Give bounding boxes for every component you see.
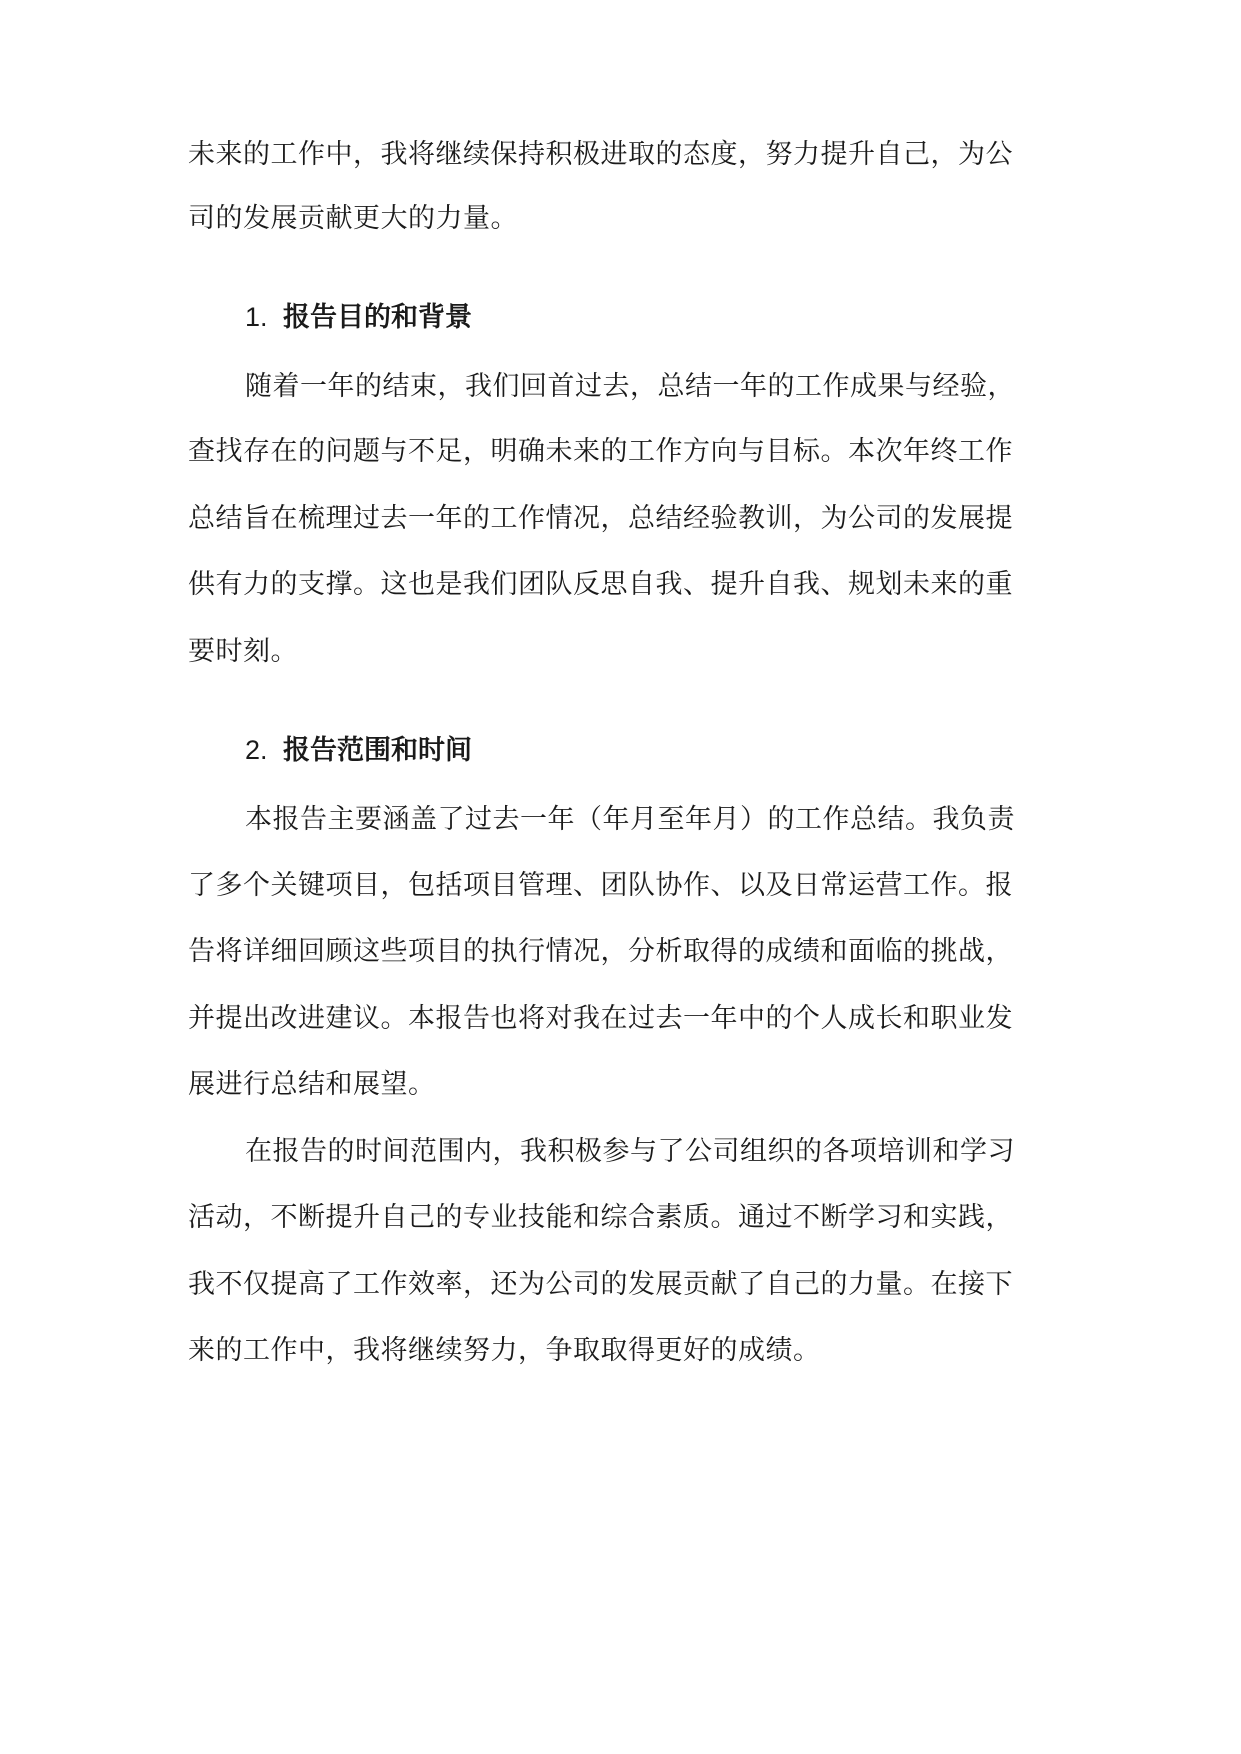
section-1-line-5: 要时刻。 [188, 636, 298, 667]
section-2-p1-line-2: 了多个关键项目，包括项目管理、团队协作、以及日常运营工作。报 [188, 870, 1013, 901]
section-2-heading [245, 730, 472, 771]
section-2-p2-line-1: 在报告的时间范围内，我积极参与了公司组织的各项培训和学习 [245, 1136, 1015, 1167]
section-1-line-2: 查找存在的问题与不足，明确未来的工作方向与目标。本次年终工作 [188, 436, 1013, 467]
section-1-heading [245, 297, 472, 338]
intro-line-2: 司的发展贡献更大的力量。 [188, 203, 518, 234]
section-2-number: 2. [245, 735, 268, 765]
section-1-line-1: 随着一年的结束，我们回首过去，总结一年的工作成果与经验， [245, 371, 1015, 402]
section-2-p1-line-4: 并提出改进建议。本报告也将对我在过去一年中的个人成长和职业发 [188, 1003, 1013, 1034]
section-1-line-3: 总结旨在梳理过去一年的工作情况，总结经验教训，为公司的发展提 [188, 503, 1013, 534]
section-2-p2-line-2: 活动，不断提升自己的专业技能和综合素质。通过不断学习和实践， [188, 1202, 1013, 1233]
section-1-number: 1. [245, 302, 268, 332]
section-2-title: 报告范围和时间 [283, 735, 472, 766]
section-1-line-4: 供有力的支撑。这也是我们团队反思自我、提升自我、规划未来的重 [188, 569, 1013, 600]
intro-line-1: 未来的工作中，我将继续保持积极进取的态度，努力提升自己，为公 [188, 139, 1013, 170]
section-2-p2-line-4: 来的工作中，我将继续努力，争取取得更好的成绩。 [188, 1335, 821, 1366]
section-2-p1-line-1: 本报告主要涵盖了过去一年（年月至年月）的工作总结。我负责 [245, 804, 1015, 835]
section-2-p1-line-3: 告将详细回顾这些项目的执行情况，分析取得的成绩和面临的挑战， [188, 936, 1013, 967]
section-1-title: 报告目的和背景 [283, 302, 472, 333]
section-2-p2-line-3: 我不仅提高了工作效率，还为公司的发展贡献了自己的力量。在接下 [188, 1269, 1013, 1300]
section-2-p1-line-5: 展进行总结和展望。 [188, 1069, 436, 1100]
